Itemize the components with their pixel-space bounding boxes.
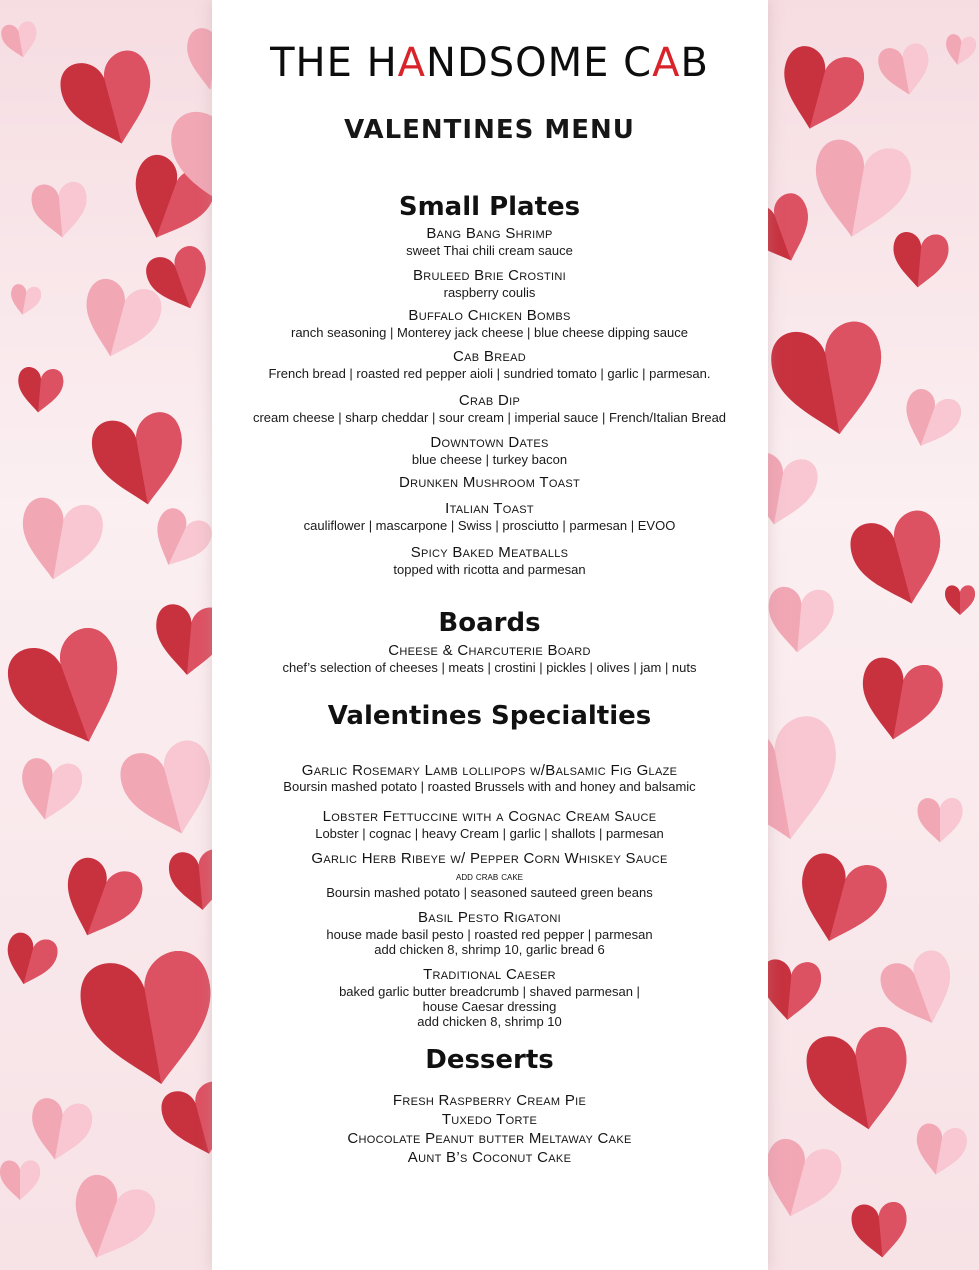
- menu-item-name: Basil Pesto Rigatoni: [418, 909, 561, 926]
- menu-item-name: Bang Bang Shrimp: [426, 225, 553, 242]
- menu-item-description: ranch seasoning | Monterey jack cheese | blue cheese dipping sauce: [290, 325, 688, 340]
- menu-item-name: Downtown Dates: [430, 434, 549, 451]
- section-heading-desserts: Desserts: [425, 1045, 554, 1075]
- menu-item-description: Boursin mashed potato | seasoned sauteed green beans: [326, 885, 653, 900]
- menu-item-name: Lobster Fettuccine with a Cognac Cream Sauce: [322, 808, 657, 825]
- menu-item-description: add chicken 8, shrimp 10: [417, 1014, 562, 1029]
- menu-item-description: house made basil pesto | roasted red pepper | parmesan: [326, 927, 653, 942]
- dessert-item: Chocolate Peanut butter Meltaway Cake: [347, 1130, 632, 1147]
- menu-item-description: topped with ricotta and parmesan: [393, 562, 586, 577]
- section-heading-small-plates: Small Plates: [398, 192, 581, 222]
- menu-item-description: French bread | roasted red pepper aioli | sundried tomato | garlic | parmesan.: [268, 366, 711, 381]
- menu-item-description: Lobster | cognac | heavy Cream | garlic | shallots | parmesan: [315, 826, 664, 841]
- menu-item-note: add crab cake: [455, 871, 523, 883]
- menu-item-name: Crab Dip: [458, 392, 521, 409]
- menu-item-description: cauliflower | mascarpone | Swiss | prosciutto | parmesan | EVOO: [303, 518, 676, 533]
- dessert-item: Aunt B’s Coconut Cake: [407, 1149, 572, 1166]
- menu-item-name: Bruleed Brie Crostini: [412, 267, 567, 284]
- dessert-item: Fresh Raspberry Cream Pie: [392, 1092, 587, 1109]
- menu-item-description: raspberry coulis: [443, 285, 536, 300]
- menu-item-name: Garlic Rosemary Lamb lollipops w/Balsamic Fig Glaze: [301, 762, 678, 779]
- brand-text: B: [680, 40, 709, 86]
- brand-logo: [0, 40, 979, 86]
- menu-item-description: cream cheese | sharp cheddar | sour cream | imperial sauce | French/Italian Bread: [252, 410, 727, 425]
- menu-item-name: Cheese & Charcuterie Board: [388, 642, 591, 659]
- menu-item-name: Garlic Herb Ribeye w/ Pepper Corn Whiskey Sauce: [311, 850, 668, 867]
- brand-text: THE H: [270, 40, 398, 86]
- menu-item-name: Italian Toast: [445, 500, 534, 517]
- section-heading-boards: Boards: [438, 608, 541, 638]
- brand-accent-letter: A: [397, 40, 427, 86]
- menu-item-description: add chicken 8, shrimp 10, garlic bread 6: [374, 942, 605, 957]
- menu-item-description: chef’s selection of cheeses | meats | crostini | pickles | olives | jam | nuts: [282, 660, 697, 675]
- menu-item-name: Traditional Caeser: [423, 966, 556, 983]
- menu-item-description: blue cheese | turkey bacon: [411, 452, 568, 467]
- menu-item-description: baked garlic butter breadcrumb | shaved parmesan |: [339, 984, 640, 999]
- menu-item-description: Boursin mashed potato | roasted Brussels with and honey and balsamic: [283, 779, 696, 794]
- menu-item-description: sweet Thai chili cream sauce: [406, 243, 573, 258]
- menu-item-description: house Caesar dressing: [422, 999, 557, 1014]
- menu-title: VALENTINES MENU: [344, 115, 635, 145]
- menu-item-name: Drunken Mushroom Toast: [399, 474, 580, 491]
- menu-item-name: Buffalo Chicken Bombs: [408, 307, 571, 324]
- brand-text: NDSOME C: [426, 40, 653, 86]
- dessert-item: Tuxedo Torte: [441, 1111, 538, 1128]
- section-heading-specialties: Valentines Specialties: [327, 701, 652, 731]
- menu-item-name: Spicy Baked Meatballs: [410, 544, 569, 561]
- brand-accent-letter: A: [652, 40, 681, 86]
- menu-item-name: Cab Bread: [453, 348, 526, 365]
